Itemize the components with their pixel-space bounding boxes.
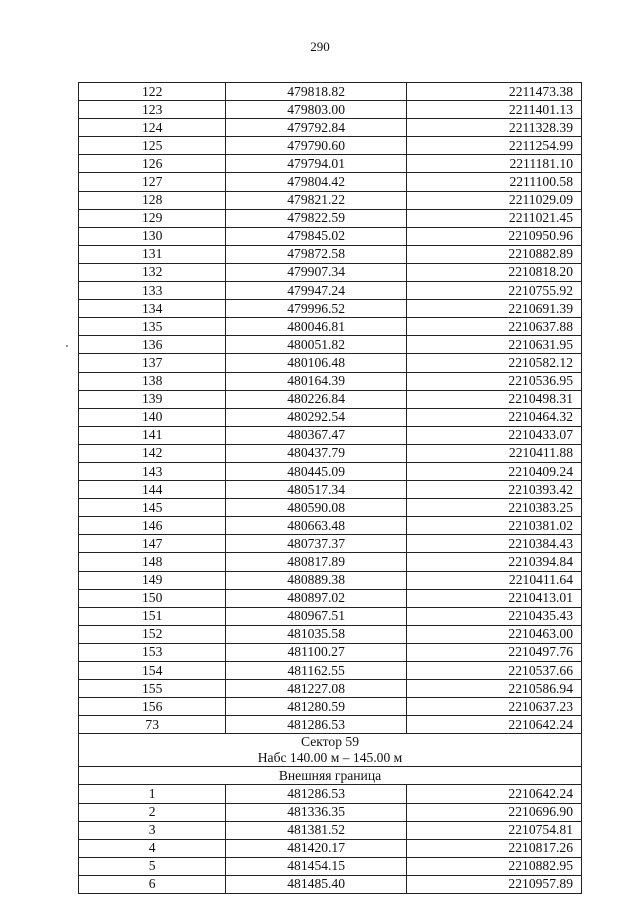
point-number: 151 (79, 607, 226, 625)
y-coordinate: 2210696.90 (406, 803, 581, 821)
y-coordinate: 2210393.42 (406, 481, 581, 499)
x-coordinate: 480164.39 (226, 372, 407, 390)
point-number: 128 (79, 191, 226, 209)
point-number: 130 (79, 227, 226, 245)
table-row (79, 408, 582, 426)
x-coordinate: 479822.59 (226, 209, 407, 227)
y-coordinate: 2210631.95 (406, 336, 581, 354)
table-row (79, 282, 582, 300)
table-row (79, 499, 582, 517)
x-coordinate: 480967.51 (226, 607, 407, 625)
x-coordinate: 480046.81 (226, 318, 407, 336)
point-number: 2 (79, 803, 226, 821)
x-coordinate: 479947.24 (226, 282, 407, 300)
x-coordinate: 479803.00 (226, 101, 407, 119)
point-number: 136 (79, 336, 226, 354)
point-number: 148 (79, 553, 226, 571)
y-coordinate: 2210536.95 (406, 372, 581, 390)
y-coordinate: 2210383.25 (406, 499, 581, 517)
x-coordinate: 479794.01 (226, 155, 407, 173)
point-number: 125 (79, 137, 226, 155)
y-coordinate: 2210642.24 (406, 716, 581, 734)
point-number: 152 (79, 625, 226, 643)
table-row (79, 803, 582, 821)
point-number: 145 (79, 499, 226, 517)
x-coordinate: 481280.59 (226, 698, 407, 716)
x-coordinate: 479804.42 (226, 173, 407, 191)
x-coordinate: 479790.60 (226, 137, 407, 155)
x-coordinate: 479872.58 (226, 245, 407, 263)
point-number: 142 (79, 444, 226, 462)
point-number: 141 (79, 426, 226, 444)
y-coordinate: 2210537.66 (406, 662, 581, 680)
y-coordinate: 2210582.12 (406, 354, 581, 372)
x-coordinate: 479821.22 (226, 191, 407, 209)
x-coordinate: 481227.08 (226, 680, 407, 698)
point-number: 127 (79, 173, 226, 191)
x-coordinate: 480897.02 (226, 589, 407, 607)
point-number: 73 (79, 716, 226, 734)
point-number: 5 (79, 857, 226, 875)
y-coordinate: 2210413.01 (406, 589, 581, 607)
sector-header (79, 734, 582, 785)
x-coordinate: 480737.37 (226, 535, 407, 553)
table-row (79, 372, 582, 390)
y-coordinate: 2210394.84 (406, 553, 581, 571)
y-coordinate: 2211181.10 (406, 155, 581, 173)
table-row (79, 875, 582, 893)
x-coordinate: 481162.55 (226, 662, 407, 680)
table-row (79, 535, 582, 553)
x-coordinate: 480663.48 (226, 517, 407, 535)
y-coordinate: 2210755.92 (406, 282, 581, 300)
y-coordinate: 2210411.88 (406, 444, 581, 462)
point-number: 132 (79, 263, 226, 281)
x-coordinate: 479996.52 (226, 300, 407, 318)
table-row (79, 643, 582, 661)
sector-height-range: Набс 140.00 м – 145.00 м (257, 750, 403, 766)
table-row (79, 716, 582, 734)
coordinates-rows-after (79, 785, 582, 894)
point-number: 146 (79, 517, 226, 535)
y-coordinate: 2210957.89 (406, 875, 581, 893)
point-number: 6 (79, 875, 226, 893)
point-number: 140 (79, 408, 226, 426)
point-number: 144 (79, 481, 226, 499)
point-number: 123 (79, 101, 226, 119)
point-number: 147 (79, 535, 226, 553)
point-number: 131 (79, 245, 226, 263)
y-coordinate: 2210817.26 (406, 839, 581, 857)
x-coordinate: 480051.82 (226, 336, 407, 354)
boundary-row (79, 767, 582, 785)
table-row (79, 119, 582, 137)
y-coordinate: 2211254.99 (406, 137, 581, 155)
y-coordinate: 2211328.39 (406, 119, 581, 137)
point-number: 1 (79, 785, 226, 803)
y-coordinate: 2210950.96 (406, 227, 581, 245)
point-number: 138 (79, 372, 226, 390)
y-coordinate: 2211473.38 (406, 83, 581, 101)
y-coordinate: 2210411.64 (406, 571, 581, 589)
y-coordinate: 2211100.58 (406, 173, 581, 191)
point-number: 4 (79, 839, 226, 857)
y-coordinate: 2210498.31 (406, 390, 581, 408)
point-number: 153 (79, 643, 226, 661)
table-row (79, 101, 582, 119)
point-number: 124 (79, 119, 226, 137)
x-coordinate: 479818.82 (226, 83, 407, 101)
table-row (79, 191, 582, 209)
x-coordinate: 479845.02 (226, 227, 407, 245)
x-coordinate: 480445.09 (226, 462, 407, 480)
y-coordinate: 2210691.39 (406, 300, 581, 318)
y-coordinate: 2210409.24 (406, 462, 581, 480)
table-row (79, 662, 582, 680)
table-row (79, 390, 582, 408)
table-row (79, 462, 582, 480)
table-row (79, 481, 582, 499)
x-coordinate: 481420.17 (226, 839, 407, 857)
point-number: 135 (79, 318, 226, 336)
point-number: 149 (79, 571, 226, 589)
x-coordinate: 480817.89 (226, 553, 407, 571)
table-row (79, 857, 582, 875)
point-number: 122 (79, 83, 226, 101)
x-coordinate: 479907.34 (226, 263, 407, 281)
y-coordinate: 2211021.45 (406, 209, 581, 227)
table-row (79, 155, 582, 173)
point-number: 156 (79, 698, 226, 716)
table-row (79, 354, 582, 372)
coordinates-rows-before (79, 83, 582, 734)
point-number: 133 (79, 282, 226, 300)
table-row (79, 336, 582, 354)
x-coordinate: 481286.53 (226, 785, 407, 803)
table-row (79, 444, 582, 462)
x-coordinate: 480517.34 (226, 481, 407, 499)
point-number: 137 (79, 354, 226, 372)
table-row (79, 821, 582, 839)
y-coordinate: 2210381.02 (406, 517, 581, 535)
y-coordinate: 2210433.07 (406, 426, 581, 444)
point-number: 150 (79, 589, 226, 607)
table-row (79, 209, 582, 227)
y-coordinate: 2210882.95 (406, 857, 581, 875)
y-coordinate: 2210642.24 (406, 785, 581, 803)
coordinates-table (78, 82, 582, 894)
x-coordinate: 481035.58 (226, 625, 407, 643)
point-number: 134 (79, 300, 226, 318)
x-coordinate: 480292.54 (226, 408, 407, 426)
point-number: 3 (79, 821, 226, 839)
y-coordinate: 2210882.89 (406, 245, 581, 263)
table-row (79, 173, 582, 191)
x-coordinate: 481286.53 (226, 716, 407, 734)
y-coordinate: 2210497.76 (406, 643, 581, 661)
y-coordinate: 2210435.43 (406, 607, 581, 625)
y-coordinate: 2211029.09 (406, 191, 581, 209)
y-coordinate: 2210754.81 (406, 821, 581, 839)
table-row (79, 680, 582, 698)
x-coordinate: 479792.84 (226, 119, 407, 137)
point-number: 155 (79, 680, 226, 698)
table-row (79, 227, 582, 245)
table-row (79, 137, 582, 155)
x-coordinate: 480226.84 (226, 390, 407, 408)
scan-speck (66, 345, 68, 347)
point-number: 139 (79, 390, 226, 408)
y-coordinate: 2210464.32 (406, 408, 581, 426)
x-coordinate: 481485.40 (226, 875, 407, 893)
x-coordinate: 480590.08 (226, 499, 407, 517)
table-row (79, 517, 582, 535)
table-row (79, 571, 582, 589)
y-coordinate: 2210463.00 (406, 625, 581, 643)
page-number: 290 (310, 39, 330, 54)
y-coordinate: 2210637.23 (406, 698, 581, 716)
x-coordinate: 480889.38 (226, 571, 407, 589)
table-row (79, 426, 582, 444)
table-row (79, 607, 582, 625)
sector-title: Сектор 59 (300, 734, 360, 750)
table-row (79, 318, 582, 336)
x-coordinate: 481336.35 (226, 803, 407, 821)
table-row (79, 698, 582, 716)
sector-title-row (79, 734, 582, 767)
point-number: 129 (79, 209, 226, 227)
y-coordinate: 2210637.88 (406, 318, 581, 336)
sector-title-cell (79, 734, 582, 767)
table-row (79, 300, 582, 318)
point-number: 154 (79, 662, 226, 680)
y-coordinate: 2210586.94 (406, 680, 581, 698)
boundary-label: Внешняя граница (79, 767, 582, 785)
x-coordinate: 481454.15 (226, 857, 407, 875)
x-coordinate: 481381.52 (226, 821, 407, 839)
table-row (79, 839, 582, 857)
table-row (79, 589, 582, 607)
y-coordinate: 2210818.20 (406, 263, 581, 281)
table-row (79, 553, 582, 571)
table-row (79, 245, 582, 263)
point-number: 126 (79, 155, 226, 173)
table-row (79, 263, 582, 281)
table-row (79, 625, 582, 643)
x-coordinate: 480367.47 (226, 426, 407, 444)
table-row (79, 785, 582, 803)
table-row (79, 83, 582, 101)
x-coordinate: 480437.79 (226, 444, 407, 462)
x-coordinate: 480106.48 (226, 354, 407, 372)
y-coordinate: 2210384.43 (406, 535, 581, 553)
x-coordinate: 481100.27 (226, 643, 407, 661)
point-number: 143 (79, 462, 226, 480)
y-coordinate: 2211401.13 (406, 101, 581, 119)
